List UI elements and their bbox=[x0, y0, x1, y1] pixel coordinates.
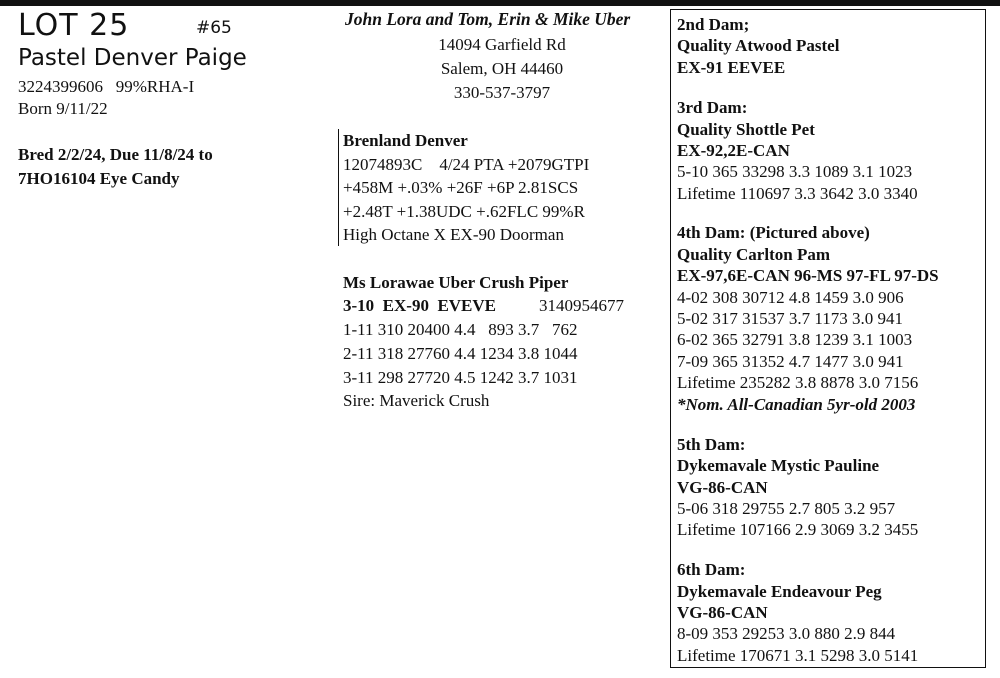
dam5-classification: VG-86-CAN bbox=[677, 478, 768, 497]
dam4-heading: 4th Dam: (Pictured above) bbox=[677, 223, 870, 242]
breeding-info-line2: 7HO16104 Eye Candy bbox=[18, 169, 180, 188]
dam4-note: *Nom. All-Canadian 5yr-old 2003 bbox=[677, 395, 916, 414]
dam3-record-1: 5-10 365 33298 3.3 1089 3.1 1023 bbox=[677, 162, 913, 181]
dam6-lifetime: Lifetime 170671 3.1 5298 3.0 5141 bbox=[677, 646, 919, 665]
dam-registration: 3140954677 bbox=[539, 296, 624, 315]
dam2-classification: EX-91 EEVEE bbox=[677, 58, 786, 77]
breeding-info-line1: Bred 2/2/24, Due 11/8/24 to bbox=[18, 145, 213, 164]
sire-line-2: +458M +.03% +26F +6P 2.81SCS bbox=[343, 178, 579, 197]
sire-name: Brenland Denver bbox=[343, 131, 468, 150]
dam3-heading: 3rd Dam: bbox=[677, 98, 748, 117]
dam-record-2: 2-11 318 27760 4.4 1234 3.8 1044 bbox=[343, 344, 578, 363]
registration: 3224399606 99%RHA-I bbox=[18, 77, 195, 96]
dam4-record-2: 5-02 317 31537 3.7 1173 3.0 941 bbox=[677, 309, 904, 328]
dam-record-1: 1-11 310 20400 4.4 893 3.7 762 bbox=[343, 320, 578, 339]
dam-sire: Sire: Maverick Crush bbox=[343, 391, 490, 410]
dam4-name: Quality Carlton Pam bbox=[677, 245, 830, 264]
top-rule bbox=[0, 0, 1000, 6]
dam2-name: Quality Atwood Pastel bbox=[677, 36, 840, 55]
dam5-record-1: 5-06 318 29755 2.7 805 3.2 957 bbox=[677, 499, 896, 518]
dam6-heading: 6th Dam: bbox=[677, 560, 746, 579]
dam4-lifetime: Lifetime 235282 3.8 8878 3.0 7156 bbox=[677, 373, 919, 392]
consignor-phone: 330-537-3797 bbox=[453, 83, 551, 102]
consignor-owners: John Lora and Tom, Erin & Mike Uber bbox=[345, 9, 631, 29]
dam4-classification: EX-97,6E-CAN 96-MS 97-FL 97-DS bbox=[677, 266, 939, 285]
animal-name: Pastel Denver Paige bbox=[18, 45, 247, 71]
dam3-name: Quality Shottle Pet bbox=[677, 120, 815, 139]
sire-line-1: 12074893C 4/24 PTA +2079GTPI bbox=[343, 155, 590, 174]
dam2-heading: 2nd Dam; bbox=[677, 15, 750, 34]
sire-line-3: +2.48T +1.38UDC +.62FLC 99%R bbox=[343, 202, 585, 221]
sire-line-4: High Octane X EX-90 Doorman bbox=[343, 225, 564, 244]
lot-number: #65 bbox=[196, 18, 232, 38]
dam6-name: Dykemavale Endeavour Peg bbox=[677, 582, 882, 601]
dam-name: Ms Lorawae Uber Crush Piper bbox=[343, 273, 569, 292]
consignor-city: Salem, OH 44460 bbox=[440, 59, 564, 78]
dam5-name: Dykemavale Mystic Pauline bbox=[677, 456, 880, 475]
dam3-lifetime: Lifetime 110697 3.3 3642 3.0 3340 bbox=[677, 184, 918, 203]
dam4-record-4: 7-09 365 31352 4.7 1477 3.0 941 bbox=[677, 352, 904, 371]
lot-label: LOT 25 bbox=[18, 8, 130, 43]
dam4-record-3: 6-02 365 32791 3.8 1239 3.1 1003 bbox=[677, 330, 913, 349]
dam4-record-1: 4-02 308 30712 4.8 1459 3.0 906 bbox=[677, 288, 904, 307]
dam5-lifetime: Lifetime 107166 2.9 3069 3.2 3455 bbox=[677, 520, 919, 539]
dam3-classification: EX-92,2E-CAN bbox=[677, 141, 790, 160]
dam6-record-1: 8-09 353 29253 3.0 880 2.9 844 bbox=[677, 624, 896, 643]
pedigree-bracket bbox=[338, 129, 339, 246]
consignor-street: 14094 Garfield Rd bbox=[438, 35, 566, 54]
dam6-classification: VG-86-CAN bbox=[677, 603, 768, 622]
dam5-heading: 5th Dam: bbox=[677, 435, 746, 454]
birth-date: Born 9/11/22 bbox=[18, 99, 108, 118]
dam-score: 3-10 EX-90 EVEVE bbox=[343, 296, 497, 315]
dam-record-3: 3-11 298 27720 4.5 1242 3.7 1031 bbox=[343, 368, 578, 387]
